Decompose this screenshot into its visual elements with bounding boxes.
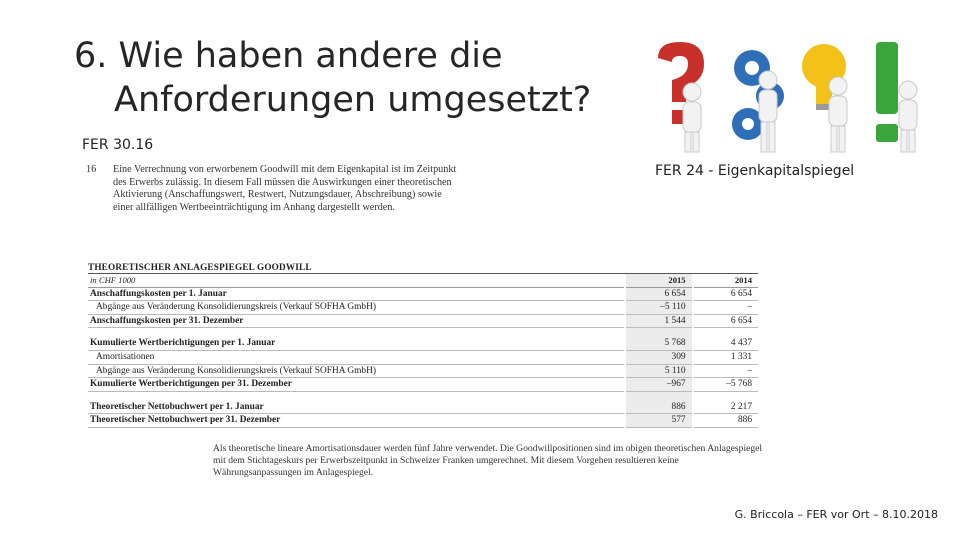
table-row bbox=[88, 364, 758, 378]
row-label: Abgänge aus Veränderung Konsolidierungskreis (Verkauf SOFHA GmbH) bbox=[88, 364, 625, 378]
goodwill-asset-schedule bbox=[88, 262, 758, 428]
row-label: Theoretischer Nettobuchwert per 31. Dezember bbox=[88, 414, 625, 428]
row-label: Anschaffungskosten per 1. Januar bbox=[88, 287, 625, 301]
table-footnote: Als theoretische lineare Amortisationsdauer werden fünf Jahre verwendet. Die Goodwillpositionen sind im obigen theoretischen Anlagespiegel mit dem Stichtageskurs per Erwerbszeitpunkt in Schweizer Franken umgerechnet. Mit diesem Vorgehen resultieren keine Währungsanpassungen im Anlagespiegel. bbox=[213, 443, 763, 478]
slide-title bbox=[74, 34, 591, 122]
value-2015: 5 768 bbox=[625, 337, 692, 350]
paragraph-number: 16 bbox=[86, 164, 97, 175]
value-2014: – bbox=[693, 301, 758, 315]
value-2015: 309 bbox=[625, 350, 692, 364]
table-row bbox=[88, 350, 758, 364]
row-label: Anschaffungskosten per 31. Dezember bbox=[88, 314, 625, 328]
value-2015: 6 654 bbox=[625, 287, 692, 301]
table-row bbox=[88, 301, 758, 315]
value-2015: 5 110 bbox=[625, 364, 692, 378]
year-2015-header: 2015 bbox=[625, 274, 692, 287]
title-line-1: 6. Wie haben andere die bbox=[74, 36, 503, 76]
fer-30-16-label: FER 30.16 bbox=[82, 137, 154, 153]
value-2014: – bbox=[693, 364, 758, 378]
value-2015: –967 bbox=[625, 378, 692, 392]
row-label: Theoretischer Nettobuchwert per 1. Januar bbox=[88, 401, 625, 414]
table-title: THEORETISCHER ANLAGESPIEGEL GOODWILL bbox=[88, 262, 758, 274]
paragraph-text: Eine Verrechnung von erworbenem Goodwill mit dem Eigenkapital ist im Zeitpunkt des Erwerbs zulässig. In diesem Fall müssen die Auswirkungen einer theoretischen Aktivierung (Anschaffungswert, Restwert, Nutzungsdauer, Abschreibung) sowie einer allfälligen Wertbeeinträchtigung im Anhang dargestellt werden. bbox=[113, 164, 457, 213]
table-row bbox=[88, 337, 758, 350]
year-2014-header: 2014 bbox=[693, 274, 758, 287]
row-label: Kumulierte Wertberichtigungen per 31. Dezember bbox=[88, 378, 625, 392]
slide-footer: G. Briccola – FER vor Ort – 8.10.2018 bbox=[734, 508, 938, 521]
value-2014: 886 bbox=[693, 414, 758, 428]
table-spacer bbox=[88, 391, 758, 401]
table-row bbox=[88, 314, 758, 328]
goodwill-table bbox=[88, 274, 758, 428]
row-label: Kumulierte Wertberichtigungen per 1. Januar bbox=[88, 337, 625, 350]
row-label: Abgänge aus Veränderung Konsolidierungskreis (Verkauf SOFHA GmbH) bbox=[88, 301, 625, 315]
title-line-2: Anforderungen umgesetzt? bbox=[114, 80, 592, 120]
value-2015: 577 bbox=[625, 414, 692, 428]
unit-header: in CHF 1000 bbox=[88, 274, 625, 287]
table-row bbox=[88, 401, 758, 414]
table-row bbox=[88, 287, 758, 301]
value-2015: –5 110 bbox=[625, 301, 692, 315]
value-2014: 4 437 bbox=[693, 337, 758, 350]
question-gear-bulb-exclamation-figures-image bbox=[652, 40, 928, 156]
table-row bbox=[88, 414, 758, 428]
value-2014: 2 217 bbox=[693, 401, 758, 414]
value-2014: 1 331 bbox=[693, 350, 758, 364]
value-2015: 1 544 bbox=[625, 314, 692, 328]
fer-24-label: FER 24 - Eigenkapitalspiegel bbox=[655, 163, 855, 179]
value-2014: 6 654 bbox=[693, 287, 758, 301]
value-2014: 6 654 bbox=[693, 314, 758, 328]
value-2015: 886 bbox=[625, 401, 692, 414]
row-label: Amortisationen bbox=[88, 350, 625, 364]
table-header-row bbox=[88, 274, 758, 287]
table-row bbox=[88, 378, 758, 392]
table-spacer bbox=[88, 328, 758, 338]
value-2014: –5 768 bbox=[693, 378, 758, 392]
